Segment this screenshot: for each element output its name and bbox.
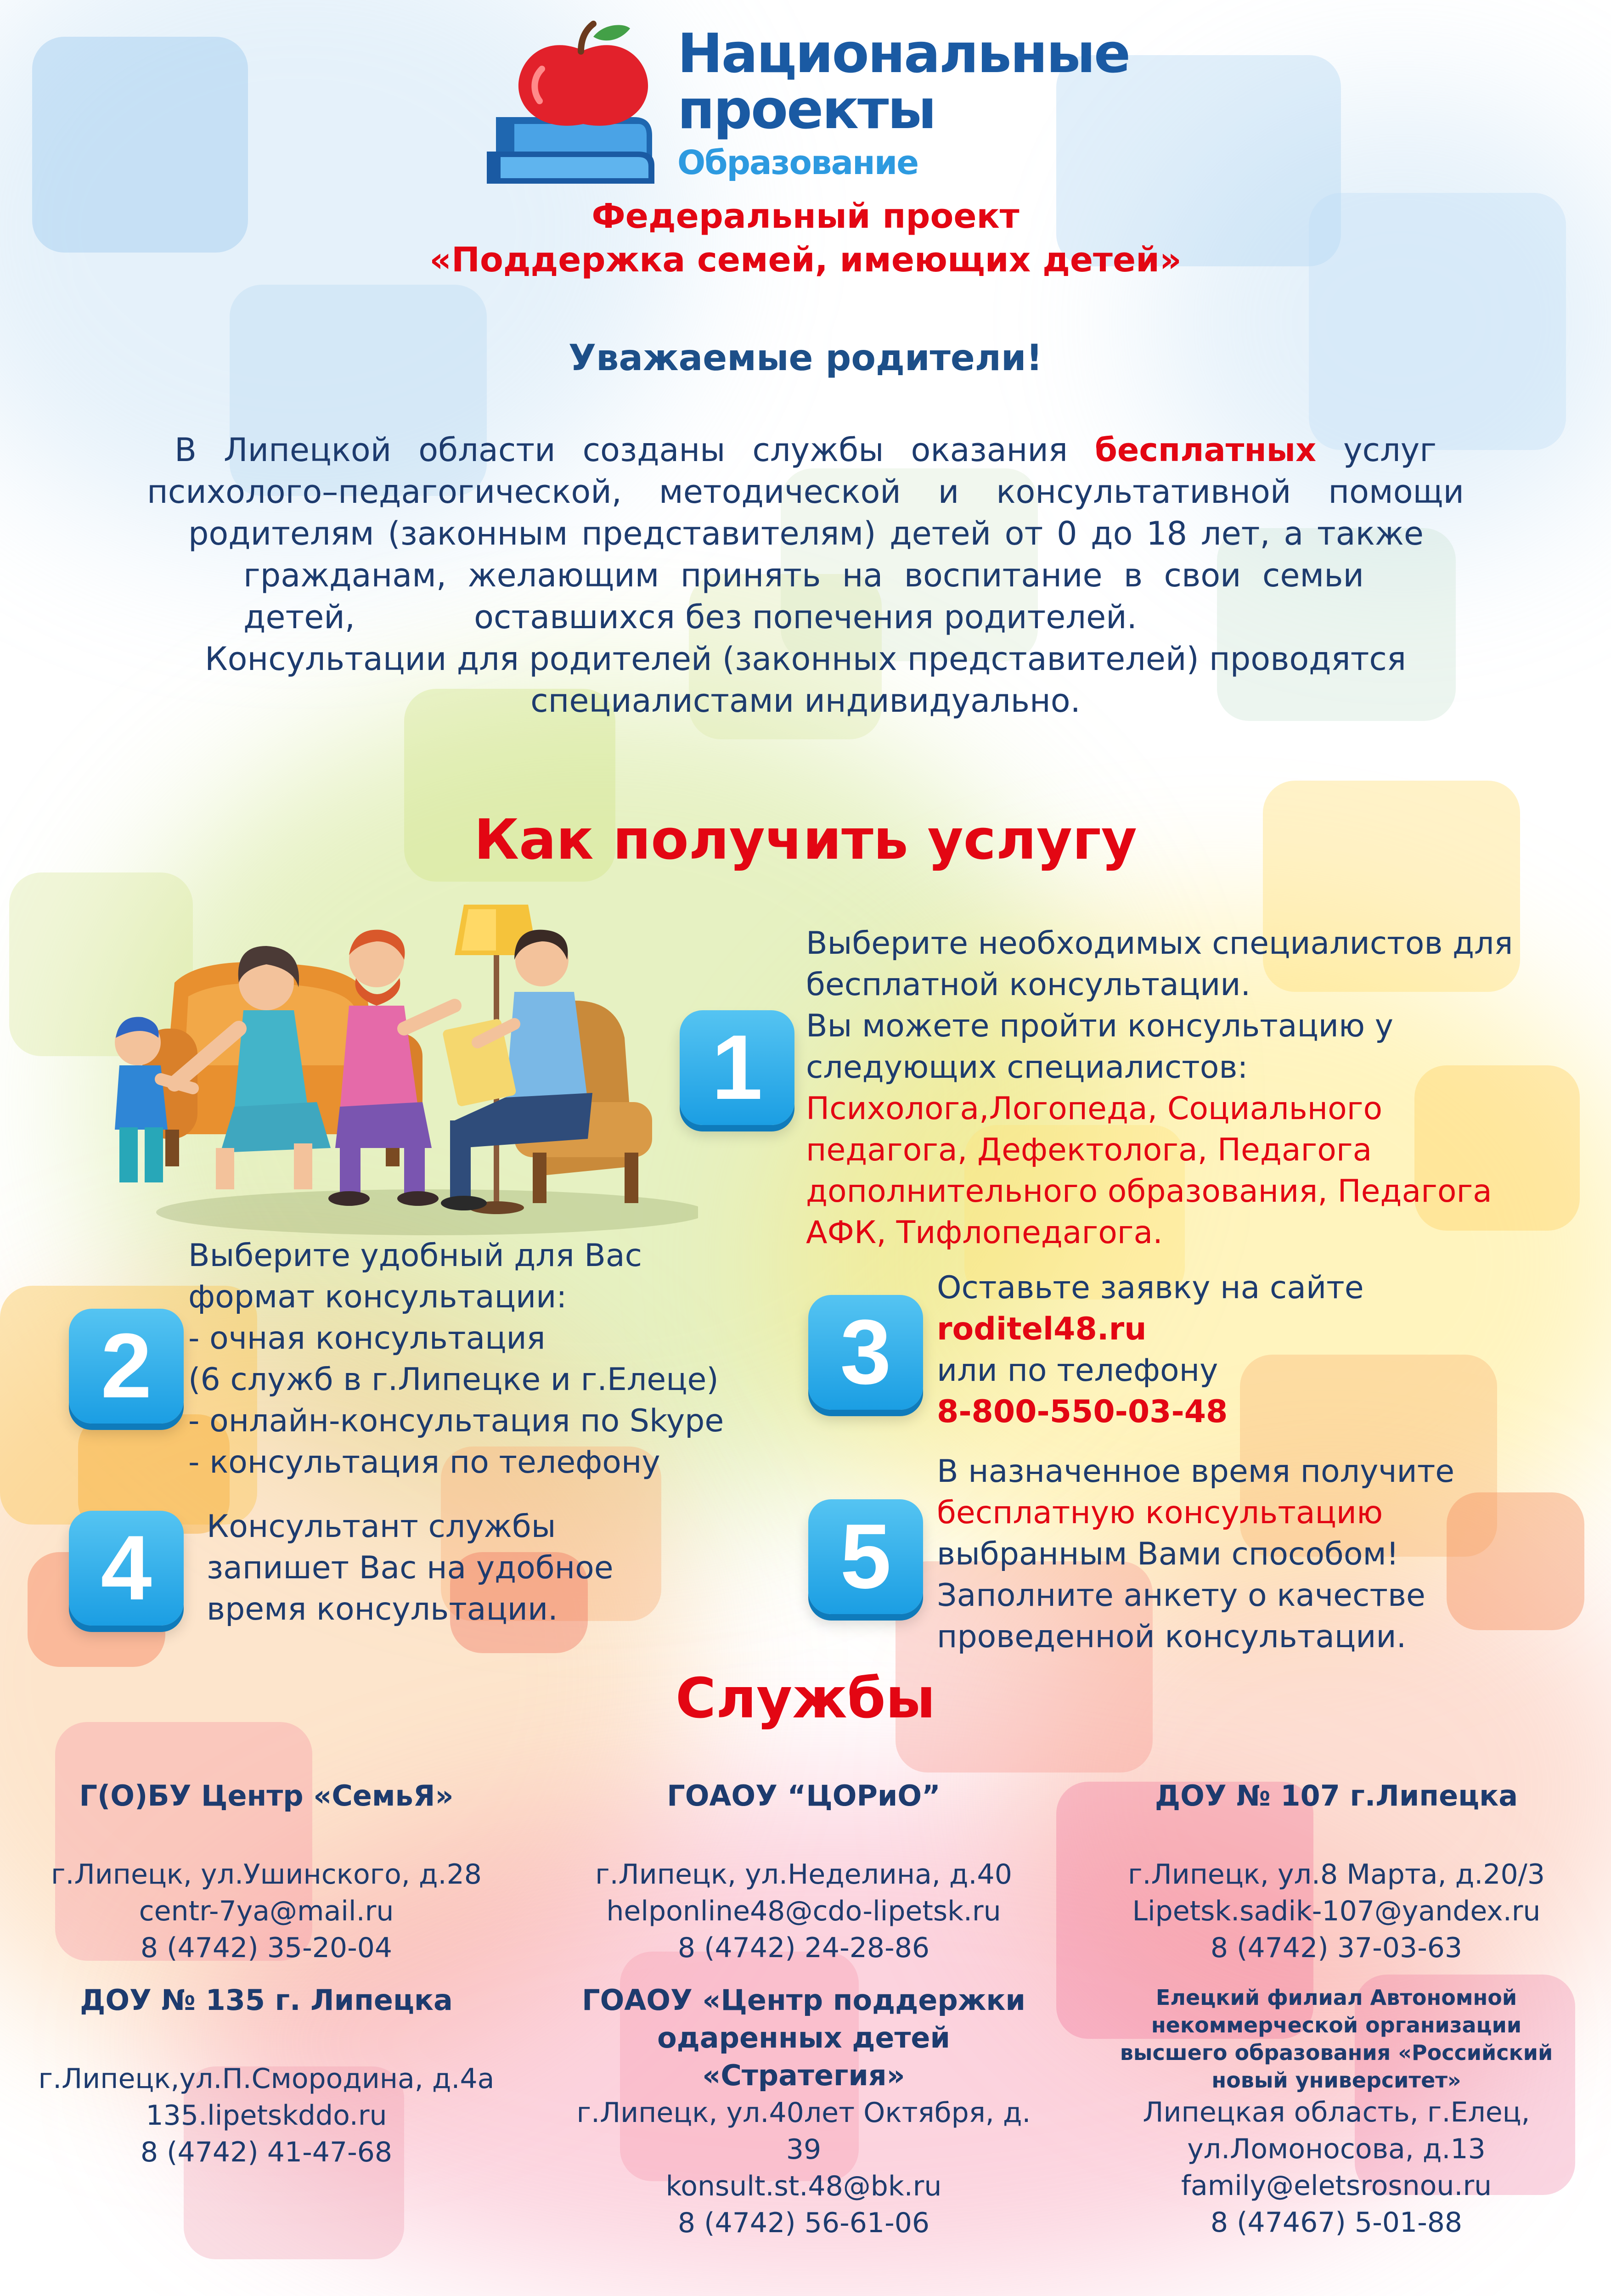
step-2-line: (6 служб в г.Липецке и г.Елеце)	[188, 1362, 719, 1398]
federal-project-label: Федеральный проект	[591, 197, 1020, 236]
service-card-dou-107	[1079, 1777, 1594, 1966]
logo-title-line1: Национальные	[677, 22, 1130, 85]
service-email[interactable]: helponline48@cdo-lipetsk.ru	[606, 1895, 1001, 1927]
service-address: г.Липецк, ул.Ушинского, д.28	[51, 1858, 482, 1891]
service-name-line: ГОАОУ «Центр поддержки	[582, 1983, 1025, 2017]
step-1-line: Выберите необходимых специалистов для	[806, 925, 1513, 962]
step-5-text	[937, 1451, 1454, 1658]
step-5-line: проведенной консультации.	[937, 1619, 1407, 1655]
service-email[interactable]: Lipetsk.sadik-107@yandex.ru	[1132, 1895, 1541, 1927]
step-4-badge: 4	[69, 1511, 184, 1626]
service-card-strategiya	[546, 1981, 1061, 2241]
service-address-line: г.Липецк, ул.40лет Октября, д.	[576, 2097, 1031, 2129]
step-2-line: - онлайн-консультация по Skype	[188, 1403, 724, 1439]
service-address: г.Липецк, ул.8 Марта, д.20/3	[1127, 1858, 1545, 1891]
service-phone: 8 (4742) 24-28-86	[677, 1932, 930, 1964]
step-4-line: время консультации.	[207, 1591, 558, 1627]
service-name-line: высшего образования «Российский	[1120, 2040, 1553, 2065]
service-phone: 8 (4742) 41-47-68	[140, 2136, 393, 2168]
step-1-text	[806, 923, 1513, 1254]
specialists-list-line: АФК, Тифлопедагога.	[806, 1215, 1163, 1251]
service-email[interactable]: konsult.st.48@bk.ru	[665, 2170, 942, 2202]
service-phone: 8 (4742) 37-03-63	[1210, 1932, 1463, 1964]
intro-line-3: родителям (законным представителям) детей от 0 до 18 лет, а также	[188, 515, 1424, 552]
national-projects-logo	[487, 18, 680, 197]
intro-line-6: Консультации для родителей (законных представителей) проводятся	[204, 640, 1407, 678]
service-name: ДОУ № 107 г.Липецка	[1155, 1779, 1518, 1812]
intro-line-4: гражданам, желающим принять на воспитание в свои семьи детей,	[243, 557, 1364, 636]
step-3-text	[937, 1267, 1364, 1433]
intro-line-1a: В Липецкой области созданы службы оказания	[175, 431, 1068, 469]
service-phone: 8 (47467) 5-01-88	[1210, 2206, 1463, 2239]
service-name-line: «Стратегия»	[702, 2059, 905, 2092]
step-2-line: Выберите удобный для Вас	[188, 1238, 642, 1274]
service-address: г.Липецк,ул.П.Смородина, д.4а	[38, 2063, 495, 2095]
greeting-heading: Уважаемые родители!	[568, 338, 1043, 379]
service-card-dou-135	[9, 1981, 524, 2171]
specialists-list-line: педагога, Дефектолога, Педагога	[806, 1132, 1372, 1168]
intro-line-2: психолого–педагогической, методической и консультативной помощи	[147, 473, 1464, 511]
service-name: ДОУ № 135 г. Липецка	[80, 1983, 453, 2017]
intro-line-1b: услуг	[1343, 431, 1436, 469]
specialists-list-line: дополнительного образования, Педагога	[806, 1173, 1492, 1210]
intro-line-7: специалистами индивидуально.	[530, 682, 1081, 720]
service-website[interactable]: 135.lipetskddo.ru	[146, 2099, 387, 2132]
step-5-line: В назначенное время получите	[937, 1453, 1455, 1490]
step-2-badge: 2	[69, 1309, 184, 1424]
intro-line-1	[175, 429, 1436, 471]
step-2-line: формат консультации:	[188, 1279, 567, 1315]
service-card-corio	[546, 1777, 1061, 1966]
step-4-text	[207, 1506, 614, 1630]
service-card-semya	[9, 1777, 524, 1966]
step-4-line: Консультант службы	[207, 1508, 556, 1545]
service-email[interactable]: centr-7ya@mail.ru	[139, 1895, 394, 1927]
step-3-line: Оставьте заявку на сайте	[937, 1270, 1364, 1306]
step-2-line: - очная консультация	[188, 1320, 546, 1356]
free-consultation-highlight: бесплатную консультацию	[937, 1495, 1383, 1531]
service-phone: 8 (4742) 56-61-06	[677, 2207, 930, 2239]
step-1-line: Вы можете пройти консультацию у	[806, 1008, 1394, 1044]
step-1-line: бесплатной консультации.	[806, 967, 1251, 1003]
service-card-rosnou-elets	[1079, 1984, 1594, 2241]
hotline-phone[interactable]: 8-800-550-03-48	[937, 1394, 1228, 1430]
logo-subtitle: Образование	[677, 143, 918, 182]
how-to-heading: Как получить услугу	[474, 808, 1137, 872]
step-3-badge: 3	[808, 1295, 923, 1410]
free-highlight: бесплатных	[1095, 431, 1317, 469]
step-5-line: Заполните анкету о качестве	[937, 1577, 1425, 1614]
step-5-badge: 5	[808, 1499, 923, 1614]
service-name-line: некоммерческой организации	[1151, 2013, 1522, 2037]
service-address: г.Липецк, ул.Неделина, д.40	[595, 1858, 1012, 1891]
intro-line-5: оставшихся без попечения родителей.	[474, 598, 1137, 636]
service-address-line: 39	[786, 2133, 822, 2166]
service-name-line: Елецкий филиал Автономной	[1155, 1985, 1517, 2010]
step-1-badge: 1	[680, 1010, 794, 1125]
logo-text	[677, 22, 1130, 188]
step-3-line: или по телефону	[937, 1352, 1218, 1389]
site-link[interactable]: roditel48.ru	[937, 1311, 1147, 1347]
step-2-text	[188, 1235, 724, 1483]
specialists-list-line: Психолога,Логопеда, Социального	[806, 1091, 1383, 1127]
step-5-line: выбранным Вами способом!	[937, 1536, 1399, 1572]
service-email[interactable]: family@eletsrosnou.ru	[1181, 2170, 1492, 2202]
step-1-line: следующих специалистов:	[806, 1049, 1248, 1086]
service-name-line: одаренных детей	[657, 2021, 950, 2054]
service-name: Г(О)БУ Центр «СемьЯ»	[79, 1779, 454, 1812]
service-phone: 8 (4742) 35-20-04	[140, 1932, 393, 1964]
service-name: ГОАОУ “ЦОРиО”	[667, 1779, 941, 1812]
step-2-line: - консультация по телефону	[188, 1444, 660, 1480]
services-heading: Службы	[676, 1667, 935, 1731]
step-4-line: запишет Вас на удобное	[207, 1550, 614, 1586]
logo-title-line2: проекты	[677, 78, 935, 141]
federal-project-name: «Поддержка семей, имеющих детей»	[429, 240, 1182, 280]
service-address-line: Липецкая область, г.Елец,	[1143, 2096, 1530, 2128]
family-consultation-illustration	[101, 891, 698, 1240]
service-address-line: ул.Ломоносова, д.13	[1187, 2133, 1486, 2165]
service-name-line: новый университет»	[1211, 2068, 1461, 2093]
